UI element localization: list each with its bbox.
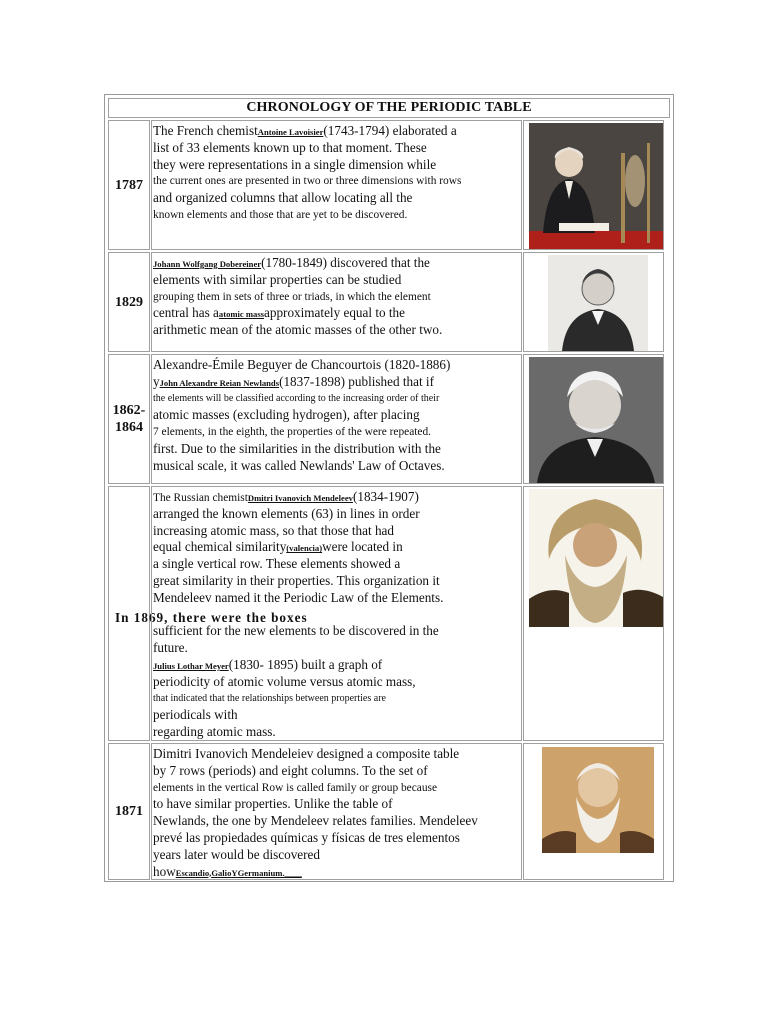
portrait-lavoisier-icon bbox=[529, 123, 663, 250]
element-name: Escandio, bbox=[175, 867, 212, 878]
text-line: musical scale, it was called Newlands' Law of Octaves. bbox=[153, 457, 445, 473]
text-line: periodicity of atomic volume versus atomic mass, bbox=[153, 673, 416, 689]
text-line: the current ones are presented in two or three dimensions with rows bbox=[153, 175, 462, 188]
person-name: Julius Lothar Meyer bbox=[153, 660, 229, 671]
text-line: The Russian chemist bbox=[153, 492, 248, 504]
text-line: (1837-1898) published that if bbox=[279, 373, 434, 389]
text-line: list of 33 elements known up to that moment. These bbox=[153, 139, 427, 155]
text-line: 7 elements, in the eighth, the properties of the were repeated. bbox=[153, 426, 432, 439]
text-line: elements in the vertical Row is called family or group because bbox=[153, 781, 438, 794]
element-name: Germanium. bbox=[237, 867, 285, 878]
portrait-dobereiner-icon bbox=[548, 255, 648, 351]
person-name: Dmitri Ivanovich Mendeleev bbox=[247, 493, 353, 503]
text-line: (1834-1907) bbox=[352, 489, 419, 504]
portrait-cell bbox=[523, 354, 664, 484]
text-line: years later would be discovered bbox=[153, 846, 320, 862]
text-line: they were representations in a single dimension while bbox=[153, 156, 437, 172]
text-line: equal chemical similarity bbox=[153, 539, 287, 555]
element-name: Galio bbox=[211, 867, 232, 878]
text-line: and organized columns that allow locating all the bbox=[153, 190, 413, 206]
text-line: by 7 rows (periods) and eight columns. To the set of bbox=[153, 762, 428, 778]
text-line: sufficient for the new elements to be discovered in the bbox=[153, 623, 439, 639]
portrait-cell bbox=[523, 743, 664, 880]
text-line: central has a bbox=[153, 305, 219, 321]
text-line: arithmetic mean of the atomic masses of the other two. bbox=[153, 322, 443, 338]
table-title: CHRONOLOGY OF THE PERIODIC TABLE bbox=[108, 98, 670, 118]
text-line: the elements will be classified according to the increasing order of their bbox=[153, 392, 440, 404]
text-line: a single vertical row. These elements showed a bbox=[153, 556, 401, 572]
text-line: great similarity in their properties. This organization it bbox=[153, 572, 440, 588]
description-cell bbox=[151, 743, 522, 880]
text-line: first. Due to the similarities in the distribution with the bbox=[153, 440, 441, 456]
portrait-cell bbox=[523, 252, 664, 352]
text-line: Dimitri Ivanovich Mendeleiev designed a composite table bbox=[153, 746, 460, 761]
text-line: were located in bbox=[322, 539, 403, 555]
portrait-mendeleev-icon bbox=[529, 489, 663, 627]
description-cell bbox=[151, 354, 522, 484]
text-line: grouping them in sets of three or triads, in which the element bbox=[153, 290, 431, 303]
description-cell bbox=[151, 120, 522, 250]
text-line: how bbox=[153, 863, 176, 879]
text-line: prevé las propiedades químicas y físicas de tres elementos bbox=[153, 829, 460, 845]
text-line: (1830- 1895) built a graph of bbox=[228, 656, 383, 672]
text-line: elements with similar properties can be studied bbox=[153, 271, 402, 287]
text-line: arranged the known elements (63) in lines in order bbox=[153, 505, 420, 521]
year-cell: 1862- 1864 bbox=[108, 354, 150, 484]
portrait-newlands-icon bbox=[529, 357, 663, 483]
text-line: Newlands, the one by Mendeleev relates families. Mendeleev bbox=[153, 813, 478, 829]
description-cell bbox=[151, 252, 522, 352]
person-name: John Alexandre Reian Newlands bbox=[159, 377, 280, 388]
text-line: future. bbox=[153, 640, 188, 656]
text-line: to have similar properties. Unlike the table of bbox=[153, 796, 393, 812]
text-line: y bbox=[153, 373, 160, 389]
text-line: increasing atomic mass, so that those that had bbox=[153, 522, 394, 538]
text-line: periodicals with bbox=[153, 707, 238, 723]
text-line: (1780-1849) discovered that the bbox=[261, 255, 430, 270]
year-cell: 1829 bbox=[108, 252, 150, 352]
year-label: In 1869, there were the boxes bbox=[115, 610, 308, 625]
element-name: Y bbox=[231, 867, 238, 878]
person-name: Johann Wolfgang Dobereiner bbox=[153, 259, 262, 269]
person-name: Antoine Lavoisier bbox=[257, 127, 324, 137]
text-line: atomic masses (excluding hydrogen), after placing bbox=[153, 407, 420, 423]
portrait-cell bbox=[523, 120, 664, 250]
text-line: Mendeleev named it the Periodic Law of the Elements. bbox=[153, 589, 444, 605]
text-line: (1743-1794) elaborated a bbox=[323, 123, 457, 138]
text-line: approximately equal to the bbox=[264, 305, 406, 321]
underline-blank: ____ bbox=[284, 867, 302, 878]
year-cell: 1871 bbox=[108, 743, 150, 880]
text-line: Alexandre-Émile Beguyer de Chancourtois (1820-1886) bbox=[153, 357, 451, 372]
text-line: known elements and those that are yet to be discovered. bbox=[153, 208, 408, 221]
year-cell: 1787 bbox=[108, 120, 150, 250]
portrait-meyer-icon bbox=[542, 747, 654, 853]
text-line: The French chemist bbox=[153, 123, 258, 138]
description-cell bbox=[151, 486, 522, 741]
text-line: regarding atomic mass. bbox=[153, 724, 276, 740]
text-line: that indicated that the relationships between properties are bbox=[153, 692, 386, 704]
term: (valencia) bbox=[286, 543, 323, 554]
portrait-cell bbox=[523, 486, 664, 741]
term: atomic mass bbox=[218, 309, 265, 320]
chronology-table bbox=[104, 94, 674, 882]
